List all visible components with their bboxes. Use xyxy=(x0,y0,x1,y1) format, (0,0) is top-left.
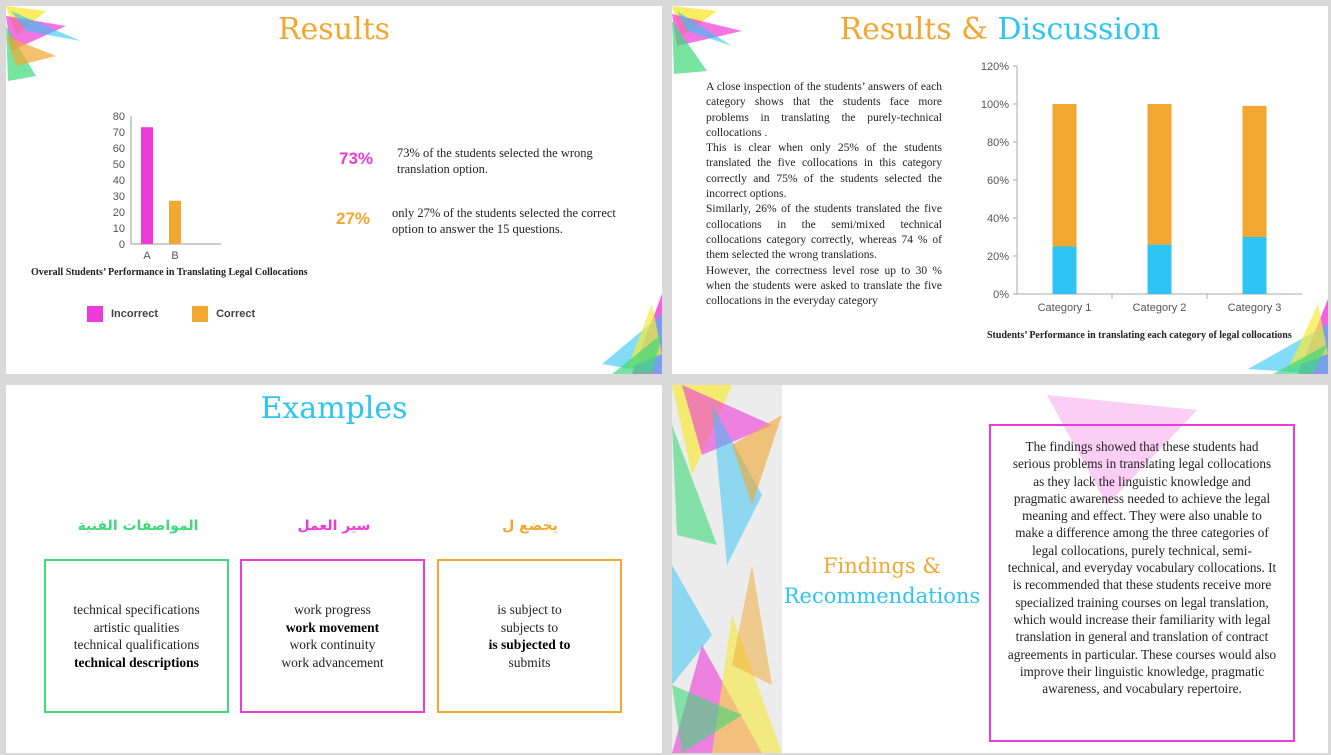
legend-label-incorrect: Incorrect xyxy=(111,308,159,320)
legend-label-correct: Correct xyxy=(216,308,256,320)
discussion-text xyxy=(706,80,942,309)
translation-option-correct: technical descriptions xyxy=(74,654,199,670)
slide-examples xyxy=(6,385,662,753)
x-tick-label: Category 3 xyxy=(1227,302,1282,314)
y-tick-label: 120% xyxy=(980,61,1009,73)
title-findings: Findings & xyxy=(822,554,942,578)
y-tick-label: 10 xyxy=(112,223,125,235)
translation-option-correct: is subjected to xyxy=(488,637,571,652)
y-tick-label: 100% xyxy=(980,99,1009,111)
y-tick-label: 40% xyxy=(986,213,1009,225)
y-tick-label: 0 xyxy=(118,239,125,251)
bar-segment-1-2 xyxy=(1053,104,1077,247)
stat-correct-value: 27% xyxy=(336,209,371,228)
discussion-paragraph: A close inspection of the students’ answers of each category shows that the students face more problems in translating the purely-technical collocations . xyxy=(706,81,942,139)
slide-title: Examples xyxy=(260,391,408,426)
y-tick-label: 60 xyxy=(112,143,125,155)
overall-performance-chart xyxy=(101,104,221,264)
legend-swatch-incorrect xyxy=(87,306,103,322)
discussion-paragraph: However, the correctness level rose up to 30 % when the students were asked to translate the five collocations in the everyday category xyxy=(706,264,942,308)
translation-option: is subject to xyxy=(497,602,562,617)
bar-B xyxy=(169,201,181,244)
title-part-discussion: Discussion xyxy=(997,12,1161,47)
bar-segment-1-1 xyxy=(1053,247,1077,295)
decorative-burst-bottom-right xyxy=(592,294,662,374)
stat-incorrect-text: 73% of the students selected the wrong translation option. xyxy=(397,146,593,176)
translation-option: submits xyxy=(508,654,551,670)
findings-text-box xyxy=(989,424,1295,742)
y-tick-label: 80 xyxy=(112,111,125,123)
translation-option: work progress xyxy=(294,602,371,617)
title-part-results: Results & xyxy=(839,12,998,47)
x-tick-label: B xyxy=(171,250,179,262)
examples-box-subject xyxy=(437,559,622,713)
examples-box-work xyxy=(240,559,425,713)
arabic-term-work-progress: سير العمل xyxy=(297,518,371,534)
x-tick-label: Category 1 xyxy=(1037,302,1092,314)
translation-option-correct: work movement xyxy=(285,619,380,635)
y-tick-label: 70 xyxy=(112,127,125,139)
stat-correct-text: only 27% of the students selected the correct option to answer the 15 questions. xyxy=(392,206,616,236)
translation-option: work continuity xyxy=(289,637,376,652)
stat-incorrect-value: 73% xyxy=(339,149,374,168)
slide-findings xyxy=(672,385,1328,753)
chart-caption: Overall Students’ Performance in Translating Legal Collocations xyxy=(31,267,308,278)
findings-text: The findings showed that these students had serious problems in translating legal collocations as they lack the linguistic knowledge and pragmatic awareness needed to achieve the legal meaning and effect. They were also unable to make a difference among the three categories of legal collocations, purely technical, semi-technical, and everyday vocabulary collocations. It is recommended that these students receive more specialized training courses on legal translation, which would increase their familiarity with legal translation in general and translation of contract agreements in particular. These courses would also improve their linguistic knowledge, pragmatic awareness, and vocabulary repertoire. xyxy=(1007,439,1277,697)
x-tick-label: A xyxy=(143,250,151,262)
bar-segment-2-1 xyxy=(1148,245,1172,294)
chart-caption: Students’ Performance in translating each category of legal collocations xyxy=(987,330,1292,341)
title-recommendations: Recommendations xyxy=(783,584,981,608)
slide-title xyxy=(672,12,1328,47)
y-tick-label: 50 xyxy=(112,159,125,171)
bar-segment-3-1 xyxy=(1243,237,1267,294)
slide-results xyxy=(6,6,662,374)
arabic-term-subject-to: يخضع ل xyxy=(502,518,558,534)
translation-option: technical specifications xyxy=(73,602,200,617)
slide-title xyxy=(782,551,982,611)
y-tick-label: 0% xyxy=(993,289,1009,301)
x-tick-label: Category 2 xyxy=(1132,302,1187,314)
category-performance-chart xyxy=(972,56,1312,326)
chart-legend xyxy=(87,306,255,322)
y-tick-label: 80% xyxy=(986,137,1009,149)
decorative-shards-left xyxy=(672,385,782,753)
y-tick-label: 20% xyxy=(986,251,1009,263)
bar-A xyxy=(141,127,153,244)
y-tick-label: 30 xyxy=(112,191,125,203)
translation-option: artistic qualities xyxy=(93,619,180,635)
legend-swatch-correct xyxy=(192,306,208,322)
bar-segment-3-2 xyxy=(1243,106,1267,237)
y-tick-label: 40 xyxy=(112,175,125,187)
slide-title: Results xyxy=(277,12,391,47)
y-tick-label: 20 xyxy=(112,207,125,219)
translation-option: subjects to xyxy=(500,619,559,635)
arabic-term-technical-specifications: المواصفات الفنية xyxy=(77,518,199,534)
translation-option: work advancement xyxy=(281,654,384,670)
translation-option: technical qualifications xyxy=(73,637,200,652)
discussion-paragraph: Similarly, 26% of the students translated the five collocations in the semi/mixed technical collocations category correctly, whereas 74 % of them selected the wrong translations. xyxy=(706,203,942,262)
discussion-paragraph: This is clear when only 25% of the students translated the five collocations in this category correctly and 75% of the students selected the incorrect options. xyxy=(706,142,942,201)
slide-results-discussion xyxy=(672,6,1328,374)
bar-segment-2-2 xyxy=(1148,104,1172,245)
examples-box-technical xyxy=(44,559,229,713)
y-tick-label: 60% xyxy=(986,175,1009,187)
